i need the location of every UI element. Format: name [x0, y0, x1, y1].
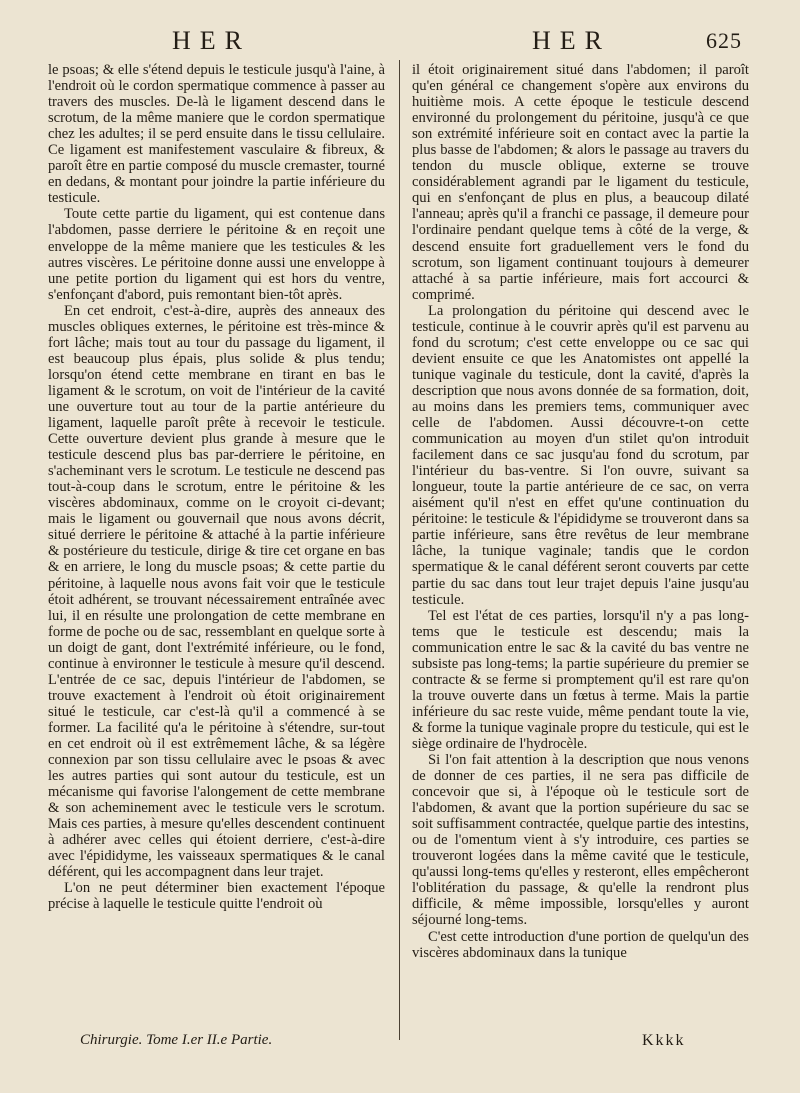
paragraph: Si l'on fait attention à la description que nous venons de donner de ces parties, il ne sera pas difficile de concevoir que si, à l'époque où le testicule sort de l'abdomen, & avant que la portion supérieure du sac se soit suffisamment contractée, quelque partie des intestins, ou de l'omentum vient à s'y introduire, ces parties se trouveront logées dans la même cavité que le testicule, qu'aussi long-tems qu'elles y resteront, elles empêcheront l'oblitération du passage, & qu'elle la rendront plus difficile, & même impossible, lorsqu'elles y auront séjourné long-tems.: [412, 752, 749, 929]
paragraph: La prolongation du péritoine qui descend avec le testicule, continue à le couvrir après qu'il est parvenu au fond du scrotum; c'est cette enveloppe ou ce sac qui devient ensuite ce que les Anatomistes ont appellé la tunique vaginale du testicule, dont la cavité, d'après la description que nous avons donnée de sa formation, doit, au moins dans les premiers tems, communiquer avec celle de l'abdomen. Aussi découvre-t-on cette communication au moyen d'un stilet qu'on introduit facilement dans ce sac jusqu'au fond du scrotum, par l'intérieur du bas-ventre. Si l'on ouvre, suivant sa longueur, toute la partie antérieure de ce sac, on verra aisément qu'il n'est en effet qu'une continuation du péritoine: le testicule & l'épididyme se trouveront dans sa partie inférieure, sans être revêtus de leur membrane lâche, la tunique vaginale; tandis que le cordon spermatique & le canal déférent seront couverts par cette partie du sac dans tout leur trajet depuis l'aine jusqu'au testicule.: [412, 302, 749, 608]
paragraph: C'est cette introduction d'une portion de quelqu'un des viscères abdominaux dans la tunique: [412, 928, 749, 961]
paragraph: il étoit originairement situé dans l'abdomen; il paroît qu'en général ce changement s'opère aux environs du huitième mois. A cette époque le testicule descend environné du prolongement du péritoine, jusqu'à ce que son extrémité inférieure soit en contact avec la partie la plus basse de l'abdomen; & alors le passage au travers du tendon du muscle oblique, externe se trouve considérablement agrandi par le ligament du testicule, qui en s'enfonçant de plus en plus, a beaucoup dilaté l'anneau; après qu'il a franchi ce passage, il demeure pour l'ordinaire pendant quelque tems à côté de la verge, & descend ensuite fort graduellement vers le fond du scrotum, son ligament continuant toujours à demeurer attaché à sa partie inférieure, mais fort accourci & comprimé.: [412, 62, 749, 303]
left-column: [48, 62, 385, 912]
paragraph: Tel est l'état de ces parties, lorsqu'il n'y a pas long-tems que le testicule est descendu; mais la communication entre le sac & la cavité du bas ventre ne subsiste pas long-tems; la partie supérieure du premier se contracte & se ferme si promptement qu'il est rare qu'on la trouve ouverte dans un fœtus à terme. Mais la partie inférieure du sac reste vuide, même pendant toute la vie, & forme la tunique vaginale propre du testicule, qui est le siège ordinaire de l'hydrocèle.: [412, 607, 749, 752]
paragraph: Toute cette partie du ligament, qui est contenue dans l'abdomen, passe derriere le péritoine & en reçoit une enveloppe de la même maniere que les testicules & les autres viscères. Le péritoine donne aussi une enveloppe à une petite portion du ligament qui est hors du ventre, s'enfonçant d'abord, puis remontant bien-tôt après.: [48, 206, 385, 303]
right-column: [412, 62, 749, 961]
column-divider: [399, 60, 400, 1040]
book-title-footer: Chirurgie. Tome I.er II.e Partie.: [80, 1032, 273, 1048]
paragraph: En cet endroit, c'est-à-dire, auprès des anneaux des muscles obliques externes, le péritoine est très-mince & fort lâche; mais tout au tour du passage du ligament, il est beaucoup plus épais, plus solide & plus tendu; lorsqu'on étend cette membrane en tirant en bas le ligament & le scrotum, on voit de l'intérieur de la cavité une ouverture tout au tour de la partie antérieure du ligament, laquelle paroît prête à recevoir le testicule. Cette ouverture devient plus grande à mesure que le testicule descend plus bas par-derriere le péritoine, en s'acheminant vers le scrotum. Le testicule ne descend pas tout-à-coup dans le scrotum, entre le péritoine & les viscères abdominaux, comme on le croyoit ci-devant; mais le ligament ou gouvernail que nous avons décrit, situé derriere le péritoine & attaché à la partie inférieure & postérieure du testicule, dirige & tire cet organe en bas & en arriere, le long du muscle psoas; & cette partie du péritoine, à laquelle nous avons fait voir que le testicule étoit adhérent, se trouvant nécessairement entraînée avec lui, il en résulte une prolongation de cette membrane en forme de poche ou de sac, ressemblant en quelque sorte à un doigt de gant, dont l'extrémité inférieure, ou le fond, continue à environner le testicule à mesure qu'il descend. L'entrée de ce sac, depuis l'intérieur de l'abdomen, se trouve exactement à l'endroit où étoit originairement situé le testicule, car c'est-là qu'il a commencé à se former. La facilité qu'a le péritoine à s'étendre, sur-tout en cet endroit où il est extrêmement lâche, & sa légère connexion par son tissu cellulaire avec le psoas & avec les autres parties qui sont autour du testicule, est un mécanisme qui favorise l'alongement de cette membrane & son acheminement avec le testicule vers le scrotum. Mais ces parties, à mesure qu'elles descendent continuent à adhérer avec celles qui étoient derriere, c'est-à-dire avec l'épididyme, les vaisseaux spermatiques & le canal déférent, qui les accompagnent dans leur trajet.: [48, 302, 385, 881]
running-head-left: HER: [172, 26, 251, 55]
paragraph: L'on ne peut déterminer bien exactement l'époque précise à laquelle le testicule quitte l'endroit où: [48, 880, 385, 913]
page-number: 625: [706, 28, 742, 53]
signature-mark: Kkkk: [642, 1032, 686, 1049]
running-head-right: HER: [532, 26, 611, 55]
paragraph: le psoas; & elle s'étend depuis le testicule jusqu'à l'aine, à l'endroit où le cordon spermatique commence à passer au travers des muscles. De-là le ligament descend dans le scrotum, de la même maniere que le cordon spermatique chez les adultes; il se perd ensuite dans le tissu cellulaire. Ce ligament est manifestement vasculaire & fibreux, & paroît être en partie composé du muscle cremaster, tourné en dedans, & montant pour joindre la partie inférieure du testicule.: [48, 62, 385, 207]
